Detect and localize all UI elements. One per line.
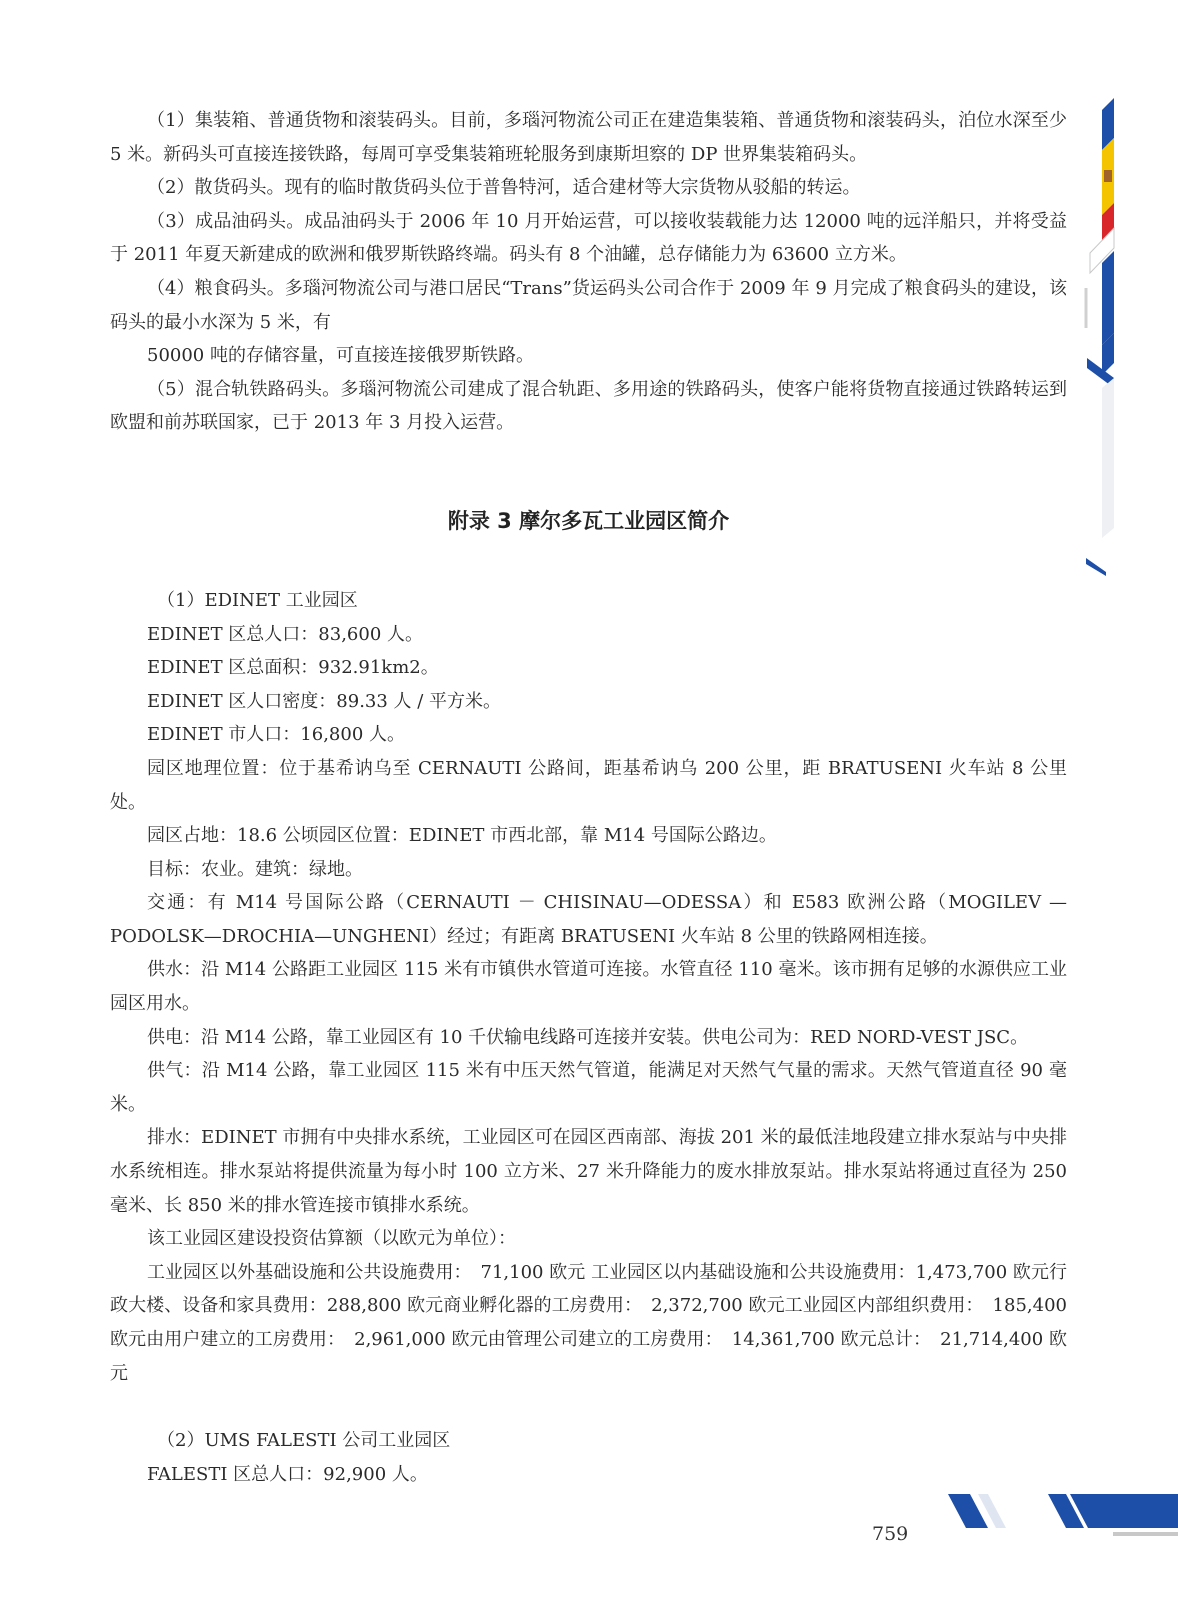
port-terminals-section — [110, 104, 1067, 440]
edinet-line: 交通：有 M14 号国际公路（CERNAUTI － CHISINAU—ODESSA）和 E583 欧洲公路（MOGILEV — PODOLSK—DROCHIA—UNGHENI）经过；有距离 BRATUSENI 火车站 8 公里的铁路网相连接。 — [110, 892, 1067, 947]
falesti-heading: （2）UMS FALESTI 公司工业园区 — [157, 1430, 451, 1452]
edinet-line: EDINET 区总人口：83,600 人。 — [147, 623, 424, 645]
page-body — [110, 104, 1067, 1491]
edinet-line: EDINET 区人口密度：89.33 人 / 平方米。 — [147, 690, 502, 712]
edinet-line: 供电：沿 M14 公路，靠工业园区有 10 千伏输电线路可连接并安装。供电公司为：RED NORD-VEST JSC。 — [147, 1026, 1029, 1048]
edinet-line: 供气：沿 M14 公路，靠工业园区 115 米有中压天然气管道，能满足对天然气气量的需求。天然气管道直径 90 毫米。 — [110, 1060, 1067, 1115]
edinet-line: EDINET 区总面积：932.91km2。 — [147, 657, 439, 679]
edinet-line: EDINET 市人口：16,800 人。 — [147, 724, 406, 746]
falesti-section — [110, 1424, 1067, 1491]
spacer — [110, 1390, 1067, 1424]
paragraph: （5）混合轨铁路码头。多瑙河物流公司建成了混合轨距、多用途的铁路码头，使客户能将货物直接通过铁路转运到欧盟和前苏联国家，已于 2013 年 3 月投入运营。 — [110, 378, 1067, 434]
edinet-line: 工业园区以外基础设施和公共设施费用： 71,100 欧元 工业园区以内基础设施和公共设施费用：1,473,700 欧元行政大楼、设备和家具费用：288,800 欧元商业孵化器的工房费用： 2,372,700 欧元工业园区内部组织费用： 185,400 欧元由用户建立的工房费用： 2,961,000 欧元由管理公司建立的工房费用： 14,361,700 欧元总计： 21,714,400 欧元 — [110, 1261, 1067, 1384]
edinet-line: 该工业园区建设投资估算额（以欧元为单位）： — [147, 1228, 516, 1250]
flag-decoration — [1082, 88, 1122, 588]
falesti-line: FALESTI 区总人口：92,900 人。 — [147, 1463, 428, 1485]
page-number: 759 — [872, 1523, 909, 1545]
edinet-heading: （1）EDINET 工业园区 — [157, 589, 358, 611]
edinet-line: 供水：沿 M14 公路距工业园区 115 米有市镇供水管道可连接。水管直径 110 毫米。该市拥有足够的水源供应工业园区用水。 — [110, 959, 1067, 1015]
edinet-line: 园区地理位置：位于基希讷乌至 CERNAUTI 公路间，距基希讷乌 200 公里，距 BRATUSENI 火车站 8 公里处。 — [110, 757, 1067, 813]
edinet-line: 目标：农业。建筑：绿地。 — [147, 858, 363, 880]
paragraph: 50000 吨的存储容量，可直接连接俄罗斯铁路。 — [147, 345, 534, 367]
corner-stripes-decoration — [948, 1490, 1178, 1540]
edinet-line: 园区占地：18.6 公顷园区位置：EDINET 市西北部，靠 M14 号国际公路边。 — [147, 825, 777, 847]
paragraph: （2）散货码头。现有的临时散货码头位于普鲁特河，适合建材等大宗货物从驳船的转运。 — [147, 177, 861, 199]
appendix-title: 附录 3 摩尔多瓦工业园区简介 — [447, 508, 730, 533]
paragraph: （4）粮食码头。多瑙河物流公司与港口居民“Trans”货运码头公司合作于 2009 年 9 月完成了粮食码头的建设，该码头的最小水深为 5 米，有 — [110, 277, 1067, 333]
edinet-section — [110, 584, 1067, 1390]
paragraph: （1）集装箱、普通货物和滚装码头。目前，多瑙河物流公司正在建造集装箱、普通货物和滚装码头，泊位水深至少 5 米。新码头可直接连接铁路，每周可享受集装箱班轮服务到康斯坦察的 DP 世界集装箱码头。 — [110, 110, 1067, 165]
edinet-line: 排水：EDINET 市拥有中央排水系统，工业园区可在园区西南部、海拔 201 米的最低洼地段建立排水泵站与中央排水系统相连。排水泵站将提供流量为每小时 100 立方米、27 米升降能力的废水排放泵站。排水泵站将通过直径为 250 毫米、长 850 米的排水管连接市镇排水系统。 — [110, 1127, 1067, 1216]
paragraph: （3）成品油码头。成品油码头于 2006 年 10 月开始运营，可以接收装载能力达 12000 吨的远洋船只，并将受益于 2011 年夏天新建成的欧洲和俄罗斯铁路终端。码头有 8 个油罐，总存储能力为 63600 立方米。 — [110, 210, 1067, 266]
